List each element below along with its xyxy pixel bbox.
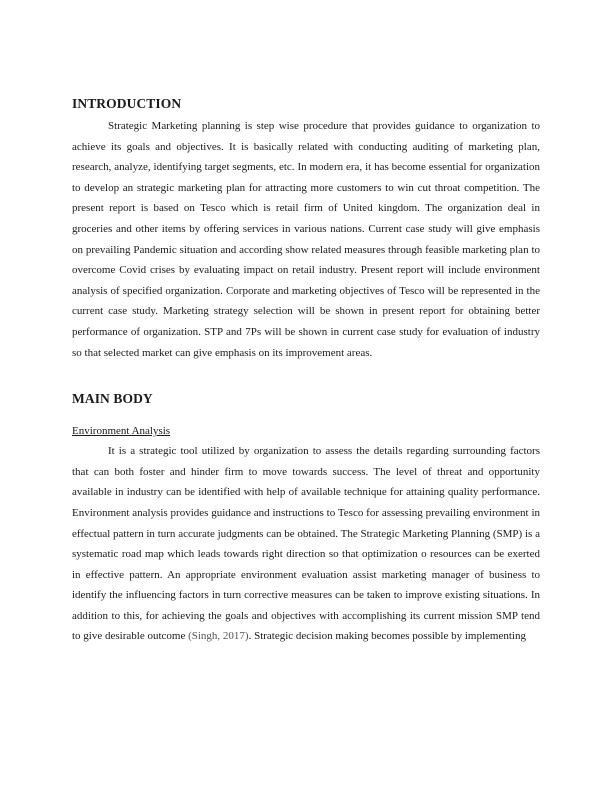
- introduction-paragraph: Strategic Marketing planning is step wise procedure that provides guidance to organization to achieve its goals and objectives. It is basically related with conducting auditing of marketing plan, research, analyze, identifying target segments, etc. In modern era, it has become essential for organization to develop an strategic marketing plan for attracting more customers to win cut throat competition. The present report is based on Tesco which is retail firm of United kingdom. The organization deal in groceries and other items by offering services in various nations. Current case study will give emphasis on prevailing Pandemic situation and according show related measures through feasible marketing plan to overcome Covid crises by evaluating impact on retail industry. Present report will include environment analysis of specified organization. Corporate and marketing objectives of Tesco will be represented in the current case study. Marketing strategy selection will be shown in present report for obtaining better performance of organization. STP and 7Ps will be shown in current case study for evaluation of industry so that selected market can give emphasis on its improvement areas.: [72, 120, 540, 359]
- main-body-heading: MAIN BODY: [72, 391, 153, 407]
- section-spacer: [72, 363, 540, 387]
- document-page: [72, 92, 540, 647]
- environment-analysis-paragraph: [72, 441, 540, 647]
- citation: (Singh, 2017): [188, 630, 249, 643]
- paragraph-text: It is a strategic tool utilized by organization to assess the details regarding surrounding factors that can both foster and hinder firm to move towards success. The level of threat and opportunity available in industry can be identified with help of available technique for attaining quality performance. Environment analysis provides guidance and instructions to Tesco for assessing prevailing environment in effectual pattern in turn accurate judgments can be obtained. The Strategic Marketing Planning (SMP) is a systematic road map which leads towards right direction so that optimization o resources can be exerted in effective pattern. An appropriate environment evaluation assist marketing manager of business to identify the influencing factors in turn corrective measures can be taken to improve existing situations. In addition to this, for achieving the goals and objectives with accomplishing its current mission SMP tend to give desirable outcome: [72, 445, 540, 643]
- environment-analysis-subheading: Environment Analysis: [72, 425, 171, 438]
- introduction-heading: INTRODUCTION: [72, 96, 182, 111]
- paragraph-text-continued: . Strategic decision making becomes possible by implementing: [248, 630, 526, 643]
